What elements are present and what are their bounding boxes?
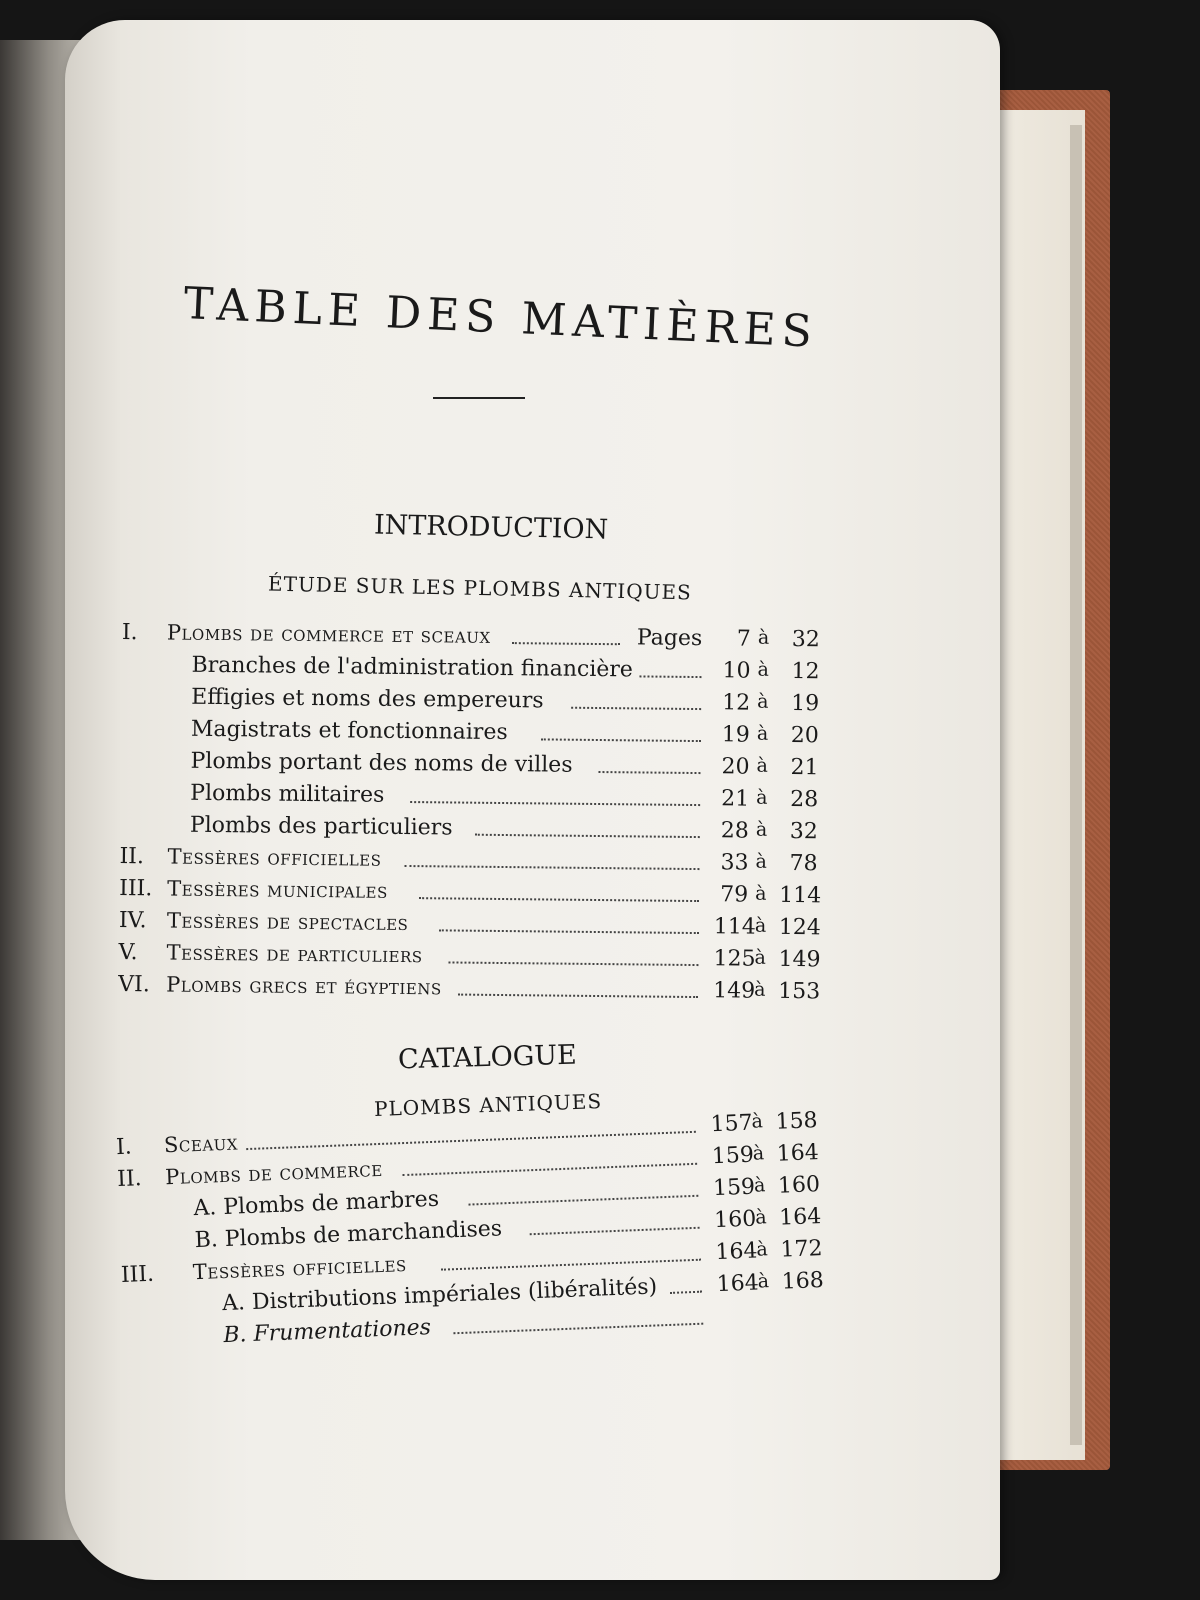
toc-sep: à [756, 754, 768, 777]
toc-row [119, 844, 819, 881]
toc-page-start: 19 [721, 722, 751, 748]
toc-label: Tessères de spectacles [166, 908, 409, 936]
toc-page-end: 114 [779, 882, 822, 909]
toc-sep: à [756, 1238, 769, 1261]
toc-page-start: 159 [712, 1174, 756, 1202]
toc-row [119, 875, 822, 913]
toc-page-end: 160 [777, 1172, 821, 1199]
toc-page-start: 33 [720, 850, 749, 876]
toc-sep: à [757, 658, 769, 681]
toc-num: II. [116, 1166, 143, 1193]
page-title: TABLE DES MATIÈRES [182, 278, 819, 358]
toc-leader [419, 879, 699, 902]
toc-page-start: 164 [715, 1238, 758, 1266]
toc-label: Magistrats et fonctionnaires [190, 716, 508, 746]
toc-page-start: 7 [736, 626, 752, 652]
toc-row [121, 716, 821, 753]
toc-page-end: 164 [778, 1204, 822, 1231]
toc-sep: à [755, 818, 768, 841]
toc-page-end: 21 [790, 755, 819, 781]
toc-label: Tessères de particuliers [166, 940, 423, 968]
toc-page-start: 149 [713, 978, 756, 1004]
toc-label: Plombs de commerce et sceaux [166, 620, 491, 648]
toc-sep: à [755, 882, 767, 905]
toc-page-start: 79 [720, 882, 749, 908]
toc-page-start: 159 [711, 1142, 755, 1170]
toc-label: Tessères officielles [167, 844, 382, 871]
toc-num: IV. [118, 907, 147, 934]
toc-label: Plombs grecs et égyptiens [166, 972, 442, 1000]
toc-row [121, 652, 821, 689]
toc-leader [541, 720, 701, 742]
toc-leader [439, 911, 699, 934]
toc-page-end: 168 [781, 1268, 825, 1295]
toc-sep: à [757, 1270, 770, 1293]
toc-page-start: 10 [722, 658, 751, 684]
toc-label: B. Frumentationes [222, 1315, 432, 1349]
toc-page-start: 28 [720, 818, 749, 844]
toc-sep: à [752, 1142, 765, 1165]
toc-page-end: 78 [789, 851, 818, 877]
toc-label: Branches de l'administration financière [191, 652, 634, 683]
toc-row [120, 780, 820, 817]
toc-page-end: 19 [791, 691, 820, 717]
toc-sep: à [754, 914, 767, 937]
toc-leader [571, 689, 701, 710]
toc-sep: à [754, 946, 766, 969]
toc-sep: à [757, 690, 769, 713]
toc-page-start: 160 [713, 1206, 757, 1234]
toc-page-start: 114 [713, 914, 756, 940]
introduction-toc [118, 620, 822, 1017]
toc-page-end: 164 [776, 1140, 820, 1167]
toc-label: A. Distributions impériales (libéralités) [221, 1274, 658, 1317]
pages-label: Pages [636, 625, 703, 652]
page-block-edge [1070, 125, 1082, 1445]
toc-label: Plombs portant des noms de villes [190, 748, 573, 778]
toc-leader [669, 1273, 702, 1294]
toc-page-end: 32 [789, 819, 818, 845]
toc-row [120, 812, 820, 849]
catalogue-subheading: PLOMBS ANTIQUES [373, 1089, 603, 1121]
toc-sep: à [754, 1206, 767, 1229]
toc-page-end: 172 [780, 1236, 823, 1263]
introduction-heading: INTRODUCTION [373, 509, 609, 546]
toc-label: Plombs des particuliers [189, 812, 453, 841]
toc-page-start: 21 [721, 786, 750, 812]
toc-leader [529, 1209, 700, 1236]
toc-page-end: 158 [775, 1108, 819, 1135]
toc-sep: à [756, 786, 768, 809]
toc-label: B. Plombs de marchandises [194, 1216, 503, 1254]
toc-sep: à [756, 722, 769, 745]
toc-page-end: 32 [791, 627, 821, 653]
toc-page-start: 20 [721, 754, 750, 780]
toc-leader [448, 943, 698, 966]
toc-num: III. [120, 1261, 155, 1288]
toc-leader [512, 624, 620, 645]
toc-page-end: 28 [790, 787, 819, 813]
toc-sep: à [754, 978, 766, 1001]
toc-page-end: 124 [778, 914, 821, 941]
toc-row [120, 748, 820, 785]
toc-row [121, 684, 821, 721]
toc-page-start: 157 [710, 1110, 754, 1138]
toc-page-end: 153 [778, 978, 821, 1005]
toc-page-end: 12 [791, 659, 820, 685]
toc-leader [410, 783, 700, 806]
toc-row [118, 971, 821, 1009]
toc-label: Tessères officielles [192, 1252, 408, 1285]
toc-label: Plombs de commerce [164, 1156, 384, 1190]
toc-leader [458, 976, 698, 999]
toc-num: II. [119, 843, 145, 870]
toc-page-start: 125 [713, 946, 756, 972]
toc-label: Plombs militaires [190, 780, 385, 808]
toc-sep: à [755, 850, 767, 873]
toc-leader [404, 847, 699, 870]
toc-page-start: 12 [722, 690, 751, 716]
toc-label: Sceaux [163, 1130, 239, 1158]
title-rule [433, 397, 525, 399]
catalogue-heading: CATALOGUE [397, 1039, 578, 1076]
toc-label: Tessères municipales [167, 876, 388, 903]
toc-page-start: 164 [716, 1270, 760, 1298]
toc-row [122, 620, 822, 657]
toc-sep: à [753, 1174, 766, 1197]
toc-leader [475, 816, 700, 838]
toc-leader [598, 753, 700, 774]
toc-leader [639, 657, 701, 678]
toc-sep: à [757, 626, 770, 649]
toc-num: I. [121, 620, 138, 646]
toc-sep: à [751, 1110, 764, 1133]
catalogue-toc [116, 1108, 824, 1365]
toc-row [119, 908, 819, 945]
toc-page-end: 20 [790, 723, 819, 749]
toc-row [118, 939, 821, 977]
toc-num: V. [118, 939, 138, 966]
toc-label: Effigies et noms des empereurs [191, 684, 544, 714]
toc-num: VI. [118, 971, 150, 998]
toc-label: A. Plombs de marbres [192, 1186, 440, 1222]
toc-num: I. [115, 1134, 133, 1161]
introduction-subheading: ÉTUDE SUR LES PLOMBS ANTIQUES [267, 571, 693, 605]
toc-num: III. [119, 875, 153, 902]
toc-page-end: 149 [778, 946, 821, 973]
